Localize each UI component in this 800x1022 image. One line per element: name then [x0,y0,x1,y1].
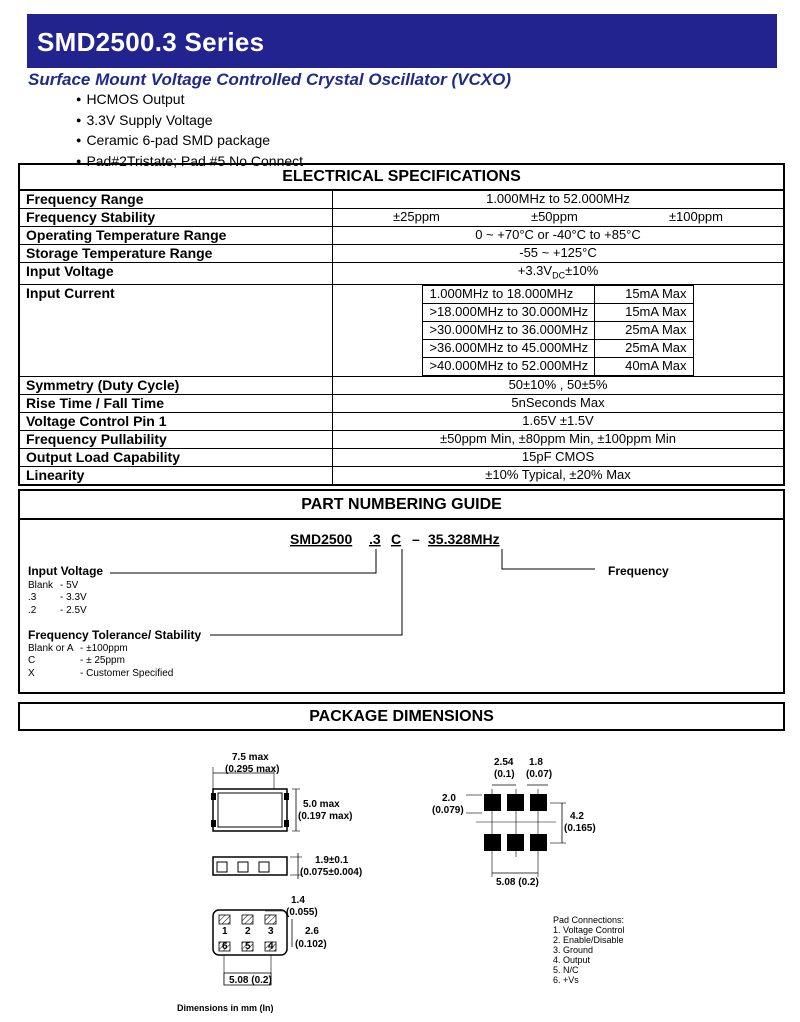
current-row [423,285,693,303]
tolerance-desc: - Customer Specified [80,668,174,679]
spec-value [333,263,785,285]
current-range: >30.000MHz to 36.000MHz [423,321,595,339]
spec-value: 1.65V ±1.5V [333,412,785,430]
spec-row-frequency-range [19,190,784,209]
tolerance-desc: - ±100ppm [80,643,128,654]
frequency-label: Frequency [608,564,669,578]
voltage-code: Blank [28,580,54,591]
spec-label: Frequency Stability [19,209,333,227]
spec-row-frequency-stability [19,209,784,227]
voltage-desc: - 3.3V [60,592,87,603]
spec-value: 1.000MHz to 52.000MHz [333,190,785,209]
length-mm: 7.5 max [232,752,269,763]
feature-item: ● 3.3V Supply Voltage [76,111,303,132]
frequency-leader-line [502,549,595,569]
length-in: (0.295 max) [225,764,280,775]
electrical-spec-table [18,163,785,486]
current-max: 25mA Max [595,339,693,357]
pad-connections-title: Pad Connections: [553,915,625,925]
spec-label: Linearity [19,466,333,485]
stability-option: ±50ppm [530,209,578,224]
voltage-desc: - 2.5V [60,605,87,616]
package-drawing [0,727,800,1022]
spec-label: Voltage Control Pin 1 [19,412,333,430]
tolerance-heading: Frequency Tolerance/ Stability [28,628,202,642]
land-span: 5.08 (0.2) [496,877,539,888]
bottom-view [213,895,327,986]
spec-value: ±50ppm Min, ±80ppm Min, ±100ppm Min [333,430,785,448]
current-max: 15mA Max [595,303,693,321]
top-view [211,752,352,831]
feature-item: ● Ceramic 6-pad SMD package [76,131,303,152]
part-number-diagram [20,491,783,692]
feature-item: ● HCMOS Output [76,90,303,111]
spec-row-pullability [19,430,784,448]
pn-tolerance-code: C [391,531,402,547]
land-pad [507,794,524,811]
input-voltage-heading: Input Voltage [28,564,104,578]
land-pad-h-in: (0.079) [432,805,464,816]
land-pad [484,834,501,851]
current-range: >18.000MHz to 30.000MHz [423,303,595,321]
pin-number: 6 [222,941,228,952]
tolerance-code: Blank or A [28,643,74,654]
product-subtitle: Surface Mount Voltage Controlled Crystal Oscillator (VCXO) [28,70,511,89]
spec-label: Storage Temperature Range [19,245,333,263]
tolerance-code: X [28,668,35,679]
height-mm: 1.9±0.1 [315,855,349,866]
tolerance-desc: - ± 25ppm [80,655,125,666]
pn-dash: – [412,531,420,547]
voltage-value: +3.3V [517,263,553,278]
pad-connection-item: 5. N/C [553,965,579,975]
land-pad [507,834,524,851]
series-title: SMD2500.3 Series [37,27,265,57]
land-pattern [432,757,596,888]
spec-row-storage-temp [19,245,784,263]
land-pad [530,834,547,851]
spec-value: 50±10% , 50±5% [333,376,785,394]
pad-pitch-in: (0.102) [295,939,327,950]
current-max: 15mA Max [595,285,693,303]
feature-list [76,90,303,172]
voltage-tolerance: ±10% [565,263,599,278]
tolerance-code: C [28,655,36,666]
land-pad-in: (0.07) [526,769,553,780]
pin-number: 5 [245,941,251,952]
spec-row-input-voltage [19,263,784,285]
spec-value: 5nSeconds Max [333,394,785,412]
spec-value: ±10% Typical, ±20% Max [333,466,785,485]
voltage-desc: - 5V [60,580,79,591]
spec-row-symmetry [19,376,784,394]
spec-value [333,284,785,376]
spec-value: -55 ~ +125°C [333,245,785,263]
title-banner [27,14,777,68]
pad-connection-item: 3. Ground [553,945,594,955]
voltage-code: .3 [28,592,37,603]
land-row-in: (0.165) [564,823,596,834]
current-row [423,339,693,357]
current-range: >40.000MHz to 52.000MHz [423,357,595,375]
current-max: 40mA Max [595,357,693,375]
pad-pitch-mm: 2.6 [305,926,319,937]
pin-number: 3 [268,926,274,937]
stability-option: ±100ppm [668,209,723,224]
spec-label: Rise Time / Fall Time [19,394,333,412]
current-range: 1.000MHz to 18.000MHz [423,285,595,303]
spec-label: Output Load Capability [19,448,333,466]
spec-row-linearity [19,466,784,485]
current-row [423,321,693,339]
voltage-leader-line [110,549,376,573]
stability-option: ±25ppm [393,209,440,224]
spec-value [333,209,785,227]
spec-label: Input Current [19,284,333,376]
spec-value: 0 ~ +70°C or -40°C to +85°C [333,227,785,245]
pad-connection-item: 4. Output [553,955,591,965]
pad-width-in: (0.055) [286,907,318,918]
height-in: (0.075±0.004) [300,867,363,878]
current-max: 25mA Max [595,321,693,339]
spec-row-input-current [19,284,784,376]
side-view [213,853,362,879]
units-note: Dimensions in mm (In) [177,1003,274,1013]
electrical-spec-title: ELECTRICAL SPECIFICATIONS [19,164,784,190]
current-row [423,357,693,375]
spec-row-operating-temp [19,227,784,245]
land-pitch-in: (0.1) [494,769,515,780]
spec-label: Input Voltage [19,263,333,285]
pin-number: 2 [245,926,251,937]
part-numbering-title: PART NUMBERING GUIDE [301,496,502,513]
current-range: >36.000MHz to 45.000MHz [423,339,595,357]
pad-span: 5.08 (0.2) [229,975,272,986]
land-pad-h-mm: 2.0 [442,793,456,804]
feature-item: ● Pad#2Tristate; Pad #5 No Connect [76,152,303,173]
spec-label: Frequency Pullability [19,430,333,448]
land-pad [484,794,501,811]
tolerance-leader-line [210,549,402,635]
pad-connection-item: 2. Enable/Disable [553,935,624,945]
spec-label: Symmetry (Duty Cycle) [19,376,333,394]
spec-value: 15pF CMOS [333,448,785,466]
pad-connection-item: 6. +Vs [553,975,579,985]
package-dimensions-title: PACKAGE DIMENSIONS [18,702,785,731]
pin-number: 4 [268,941,274,952]
width-mm: 5.0 max [303,799,340,810]
pn-voltage-code: .3 [369,531,381,547]
voltage-sub: DC [552,270,566,281]
part-numbering-guide [18,489,785,694]
land-row-mm: 4.2 [570,811,584,822]
package-top-outline [213,789,287,831]
current-row [423,303,693,321]
pn-base: SMD2500 [290,531,353,547]
spec-row-output-load [19,448,784,466]
pin-number: 1 [222,926,228,937]
spec-label: Operating Temperature Range [19,227,333,245]
land-pad [530,794,547,811]
pn-frequency: 35.328MHz [428,531,500,547]
pad-connection-item: 1. Voltage Control [553,925,625,935]
land-pad-mm: 1.8 [529,757,543,768]
voltage-code: .2 [28,605,37,616]
input-current-table [422,285,693,376]
pad-connections [553,915,625,985]
land-pitch-mm: 2.54 [494,757,514,768]
pad-width-mm: 1.4 [291,895,305,906]
width-in: (0.197 max) [298,811,353,822]
spec-row-rise-fall [19,394,784,412]
spec-label: Frequency Range [19,190,333,209]
spec-row-voltage-control [19,412,784,430]
